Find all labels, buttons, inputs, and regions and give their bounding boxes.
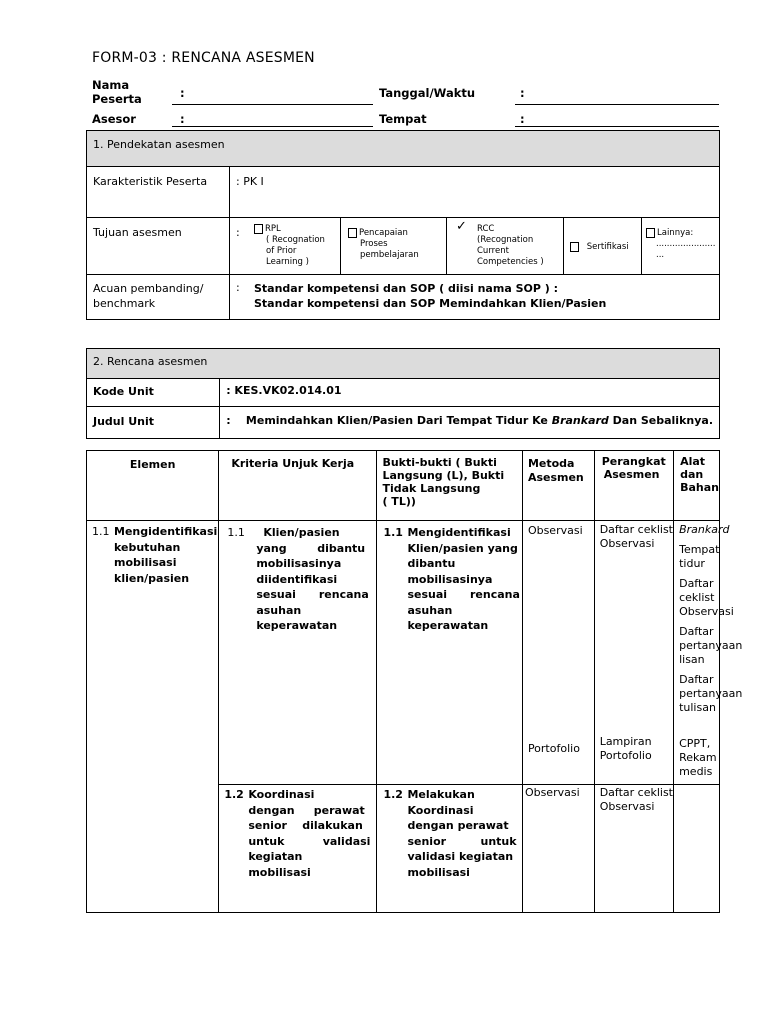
bukti-num: 1.1 — [383, 526, 403, 539]
judul-italic: Brankard — [551, 414, 609, 427]
acuan-value — [230, 275, 720, 320]
lainnya-dots-1: ...................... — [656, 239, 716, 249]
rpl-desc-2: of Prior — [266, 246, 297, 256]
nama-label-line2: Peserta — [92, 92, 142, 106]
lainnya-checkbox-icon[interactable] — [646, 228, 655, 238]
bukti-text-6: asuhan — [407, 603, 453, 617]
kriteria2-text-5: kegiatan — [248, 850, 303, 863]
judul-unit-label: Judul Unit — [87, 407, 220, 439]
assessment-table — [86, 450, 743, 913]
perangkat-lampiran-line1: Lampiran — [599, 735, 652, 748]
rcc-title: RCC — [477, 224, 495, 234]
kriteria2-text-4: untuk validasi — [248, 834, 371, 848]
asesor-colon: : — [180, 112, 185, 126]
pencapaian-line2: Proses — [360, 239, 388, 249]
header-bukti — [377, 451, 522, 521]
tempat-label: Tempat — [379, 112, 427, 126]
kriteria2-text-6: mobilisasi — [248, 865, 311, 879]
bukti2-text-5: validasi kegiatan — [407, 850, 514, 863]
row2-bukti — [377, 785, 522, 913]
bukti-text-4: mobilisasinya — [407, 572, 493, 586]
option-rpl[interactable] — [254, 224, 325, 268]
alat-ceklist: Daftar ceklist Observasi — [679, 577, 734, 618]
rcc-desc-2: Current — [477, 246, 509, 256]
kriteria2-text-2: dengan perawat — [248, 803, 365, 817]
tanggal-label: Tanggal/Waktu — [379, 86, 476, 100]
bukti2-num: 1.2 — [383, 788, 403, 801]
perangkat2-ceklist — [600, 786, 673, 814]
kriteria2-num: 1.2 — [224, 788, 244, 801]
alat-cppt: CPPT, Rekam medis — [679, 737, 717, 778]
kriteria-text-3: mobilisasinya — [256, 557, 342, 570]
bukti-text-7: keperawatan — [407, 619, 489, 632]
row1-elemen — [87, 521, 219, 913]
pencapaian-checkbox-icon[interactable] — [348, 228, 357, 238]
row1-alat — [674, 521, 743, 785]
elemen-text-3: mobilisasi — [114, 556, 177, 569]
section1-table — [86, 130, 720, 320]
asesor-field[interactable] — [172, 126, 373, 127]
elemen-text-1: Mengidentifikasi — [114, 525, 218, 538]
bukti-line1 — [383, 525, 519, 541]
tanggal-field[interactable] — [515, 104, 719, 105]
perangkat-ceklist — [600, 523, 673, 551]
lainnya-label: Lainnya: — [657, 228, 694, 238]
perangkat2-line2: Observasi — [599, 800, 655, 813]
kriteria-line1 — [227, 525, 370, 541]
row2-perangkat — [594, 785, 673, 913]
option-lainnya[interactable] — [646, 228, 715, 261]
elemen-text-2: kebutuhan — [114, 540, 181, 554]
sertifikasi-label: Sertifikasi — [586, 242, 629, 252]
rpl-desc-1: ( Recognation — [266, 235, 325, 245]
tujuan-colon: : — [236, 226, 240, 239]
rcc-desc-3: Competencies ) — [477, 257, 544, 267]
bukti2-text-1: Melakukan — [407, 788, 475, 801]
kriteria2-text-3: senior dilakukan — [248, 819, 363, 832]
acuan-label-line1: Acuan pembanding/ — [93, 282, 204, 295]
header-alat-line1: Alat dan — [680, 455, 706, 481]
nama-peserta-label — [92, 78, 142, 106]
section2-table — [86, 348, 720, 439]
header-perangkat-line2: Asesmen — [603, 468, 660, 481]
alat-brankard: Brankard — [679, 523, 730, 536]
kriteria2-text-1: Koordinasi — [248, 788, 315, 801]
bukti-text-5: sesuai rencana — [407, 588, 520, 601]
karakteristik-label: Karakteristik Peserta — [87, 167, 230, 218]
option-sertifikasi[interactable] — [570, 242, 629, 253]
header-kriteria: Kriteria Unjuk Kerja — [219, 451, 377, 521]
acuan-value-line1: Standar kompetensi dan SOP ( diisi nama SOP ) : — [254, 282, 558, 295]
bukti2-line1 — [383, 787, 519, 803]
bukti2-text-2: Koordinasi — [407, 803, 474, 817]
header-bukti-line3: Tidak Langsung — [382, 482, 481, 495]
kriteria-text-5: sesuai rencana — [256, 588, 369, 601]
pencapaian-line3: pembelajaran — [360, 250, 419, 260]
row2-metoda — [522, 785, 594, 913]
bukti2-text-3: dengan perawat — [407, 819, 509, 832]
rpl-checkbox-icon[interactable] — [254, 224, 263, 234]
kriteria-text-2: yang dibantu — [256, 541, 366, 555]
alat-tempat-tidur: Tempat tidur — [679, 543, 720, 570]
header-bukti-line2: Langsung (L), Bukti — [382, 469, 505, 482]
kriteria-text-1: Klien/pasien — [263, 526, 340, 539]
option-divider-2 — [446, 218, 447, 274]
header-metoda-line1: Metoda — [527, 457, 575, 470]
kriteria-text-4: diidentifikasi — [256, 572, 338, 586]
lainnya-dots-2: ... — [656, 250, 665, 260]
row2-kriteria — [219, 785, 377, 913]
tujuan-label: Tujuan asesmen — [87, 218, 230, 275]
header-alat-line2: Bahan — [680, 481, 719, 494]
alat-pertanyaan-tulisan: Daftar pertanyaan tulisan — [679, 673, 743, 714]
nama-peserta-field[interactable] — [172, 104, 373, 105]
perangkat-lampiran-line2: Portofolio — [599, 749, 652, 762]
asesor-label: Asesor — [92, 112, 136, 126]
nama-label-line1: Nama — [92, 78, 130, 92]
rpl-title: RPL — [265, 224, 281, 234]
header-metoda — [522, 451, 594, 521]
bukti-text-1: Mengidentifikasi — [407, 526, 511, 539]
row2-alat — [674, 785, 720, 913]
metoda2-observasi: Observasi — [524, 786, 580, 799]
header-perangkat — [594, 451, 673, 521]
elemen-text-4: klien/pasien — [114, 571, 190, 585]
kode-unit-value: : KES.VK02.014.01 — [220, 379, 720, 407]
option-rcc[interactable] — [477, 224, 544, 268]
bukti2-text-4: senior untuk — [407, 834, 517, 848]
tempat-field[interactable] — [515, 126, 719, 127]
row1-kriteria — [219, 521, 377, 785]
pencapaian-line1: Pencapaian — [359, 228, 408, 238]
bukti-text-2: Klien/pasien yang — [407, 541, 518, 555]
kriteria-text-7: keperawatan — [256, 619, 338, 632]
rcc-checkmark-icon[interactable]: ✓ — [456, 219, 467, 234]
alat-list — [679, 523, 743, 715]
tujuan-options-cell — [230, 218, 720, 275]
section2-heading: 2. Rencana asesmen — [87, 349, 720, 379]
header-elemen: Elemen — [87, 451, 219, 521]
acuan-label-line2: benchmark — [93, 297, 156, 310]
sertifikasi-checkbox-icon[interactable] — [570, 242, 579, 252]
row1-bukti — [377, 521, 522, 785]
header-metoda-line2: Asesmen — [527, 471, 584, 484]
kode-unit-label: Kode Unit — [87, 379, 220, 407]
perangkat-lampiran — [600, 735, 652, 763]
acuan-label — [87, 275, 230, 320]
elemen-num: 1.1 — [92, 525, 110, 538]
acuan-colon: : — [236, 281, 240, 294]
tanggal-colon: : — [520, 86, 525, 100]
metoda-observasi: Observasi — [527, 524, 583, 537]
rpl-desc-3: Learning ) — [266, 257, 309, 267]
header-bukti-line1: Bukti-bukti ( Bukti — [382, 456, 497, 469]
option-divider-4 — [641, 218, 642, 274]
alat-pertanyaan-lisan: Daftar pertanyaan lisan — [679, 625, 743, 666]
perangkat2-line1: Daftar ceklist — [599, 786, 673, 799]
row1-metoda — [522, 521, 594, 785]
header-bukti-line4: ( TL)) — [382, 495, 416, 508]
acuan-value-line2: Standar kompetensi dan SOP Memindahkan Klien/Pasien — [254, 297, 607, 310]
perangkat-ceklist-line2: Observasi — [599, 537, 655, 550]
judul-prefix: : Memindahkan Klien/Pasien Dari Tempat Tidur Ke — [226, 414, 552, 427]
header-alat — [674, 451, 720, 521]
row1-perangkat — [594, 521, 673, 785]
elemen-line1 — [92, 524, 218, 540]
form-title: FORM-03 : RENCANA ASESMEN — [92, 50, 315, 66]
judul-unit-value — [220, 407, 720, 439]
header-perangkat-line1: Perangkat — [601, 455, 666, 468]
tempat-colon: : — [520, 112, 525, 126]
metoda-portofolio: Portofolio — [527, 742, 580, 755]
perangkat-ceklist-line1: Daftar ceklist — [599, 523, 673, 536]
option-divider-1 — [340, 218, 341, 274]
section1-heading: 1. Pendekatan asesmen — [87, 131, 720, 167]
nama-colon: : — [180, 86, 185, 100]
bukti2-text-6: mobilisasi — [407, 865, 470, 879]
kriteria-num: 1.1 — [227, 526, 245, 539]
judul-suffix: Dan Sebaliknya. — [608, 414, 713, 427]
option-divider-3 — [563, 218, 564, 274]
kriteria2-line1 — [224, 787, 370, 803]
rcc-desc-1: (Recognation — [477, 235, 534, 245]
option-pencapaian[interactable] — [348, 228, 419, 261]
karakteristik-value: : PK I — [230, 167, 720, 218]
kriteria-text-6: asuhan — [256, 603, 302, 617]
bukti-text-3: dibantu — [407, 557, 456, 570]
